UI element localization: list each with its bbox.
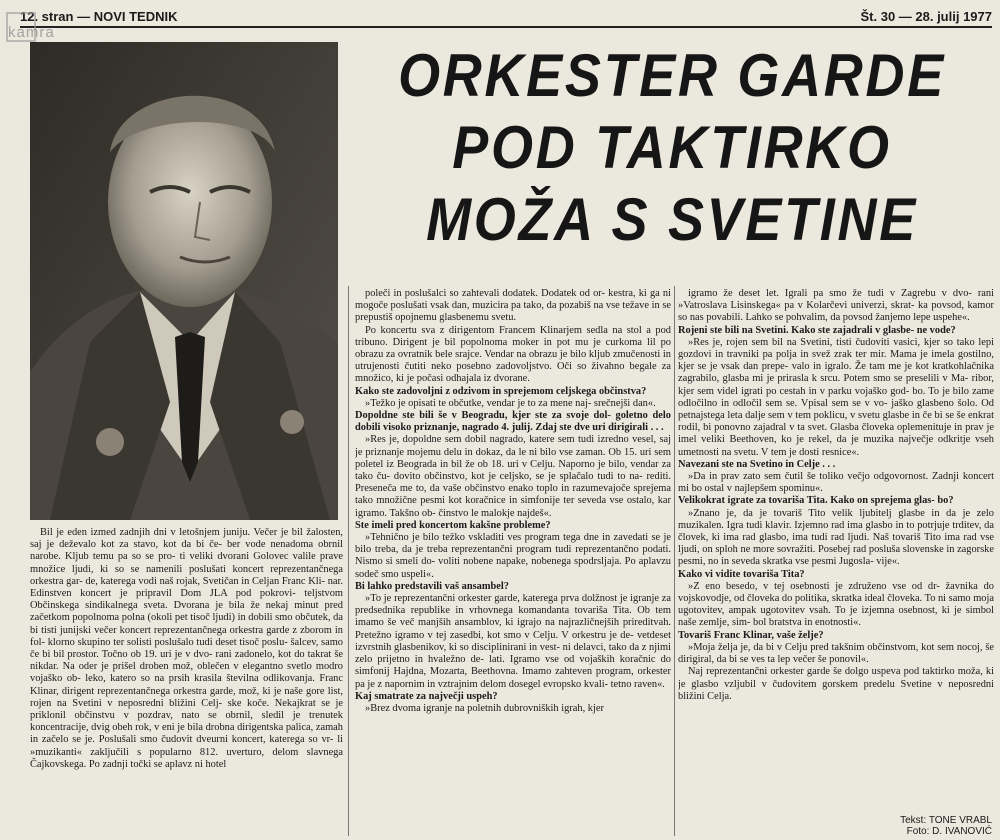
column-divider — [348, 286, 349, 836]
interview-question: Ste imeli pred koncertom kakšne probleme? — [355, 519, 551, 531]
article-paragraph: Bil je eden izmed zadnjih dni v letošnjem juniju. Večer je bil žalosten, saj je deževalo kot za stavo, kot da bi če- ber vode nenadoma obrnil narobe. Kljub temu pa so se pro- ti veliki dvorani Golovec valile prave množice ljudi, ki so se namenili poslušati koncert reprezentančnega orkestra gar- de, katerega vodi naš rojak, Svetičan in Celjan Franc Kli- nar. Edinstven koncert je pripravil Dom JLA pod pokrovi- teljstvom Občinskega sindikalnega sveta. Dvorana je bila že nekaj minut pred začetkom popolnoma polna (okoli pet tisoč ljudi) in dobili smo občutek, da bi tisti junijski večer koncert reprezentančnega orkestra garde z zborom in fol- klorno skupino ter solisti poslušalo tudi deset tisoč poslu- šalcev, samo če bi bil prostor. Točno ob 19. uri je v dvo- rani zadonelo, kot do takrat še nikdar. Na oder je prišel droben mož, oblečen v elegantno svetlo modro vojaško ob- leko, katero so na prsih krasila številna odlikovanja. Franc Klinar, dirigent reprezentančnega orkestra garde, mož, ki je naše gore list, rojen na Svetini v neposredni bližini Celj- ske koče. Nekajkrat se je priklonil občinstvu v pozdrav, nato se obrnil, sledil je trenutek koncentracije, dvig obeh rok, v eni je bila drobna dirigentska palica, zamah in začelo se je. Poslušali smo čudovit dveurni koncert, katerega so vr- li »muzikanti« zaključili s popularno 812. uverturo, delom slavnega Čajkovskega. Po zadnji točki se aplavz ni hotel — [30, 527, 343, 770]
header-right: Št. 30 — 28. julij 1977 — [860, 8, 992, 24]
article-paragraph: »Težko je opisati te občutke, vendar je to za mene naj- srečnejši dan«. — [365, 397, 656, 409]
article-paragraph: »Tehnično je bilo težko vskladiti ves program tega dne in zavedati se je bilo treba, da je treba reprezentančni program tudi reprezentančno podati. Nismo si smeli do- voliti nobene napake, nobenega spodrsljaja. Po aplavzu sodeč smo uspeli«. — [355, 532, 671, 580]
article-paragraph: »Moja želja je, da bi v Celju pred takšnim občinstvom, kot sem nocoj, še dirigiral, da bi se ves ta lep večer še ponovil«. — [678, 641, 994, 666]
page-header — [20, 6, 992, 28]
article-paragraph: »Znano je, da je tovariš Tito velik ljubitelj glasbe in da je zelo muzikalen. Igra tudi klavir. Izjemno rad ima glasbo in to potrjuje trditev, da človek, ki ima rad glasbo, ima tudi rad ljudi. Naš tovariš Tito ima rad vse ljudi, on sploh ne more sovražiti. Posebej rad posluša slovenske in zagorske pesmi, no in seveda skratka vse pesmi Jugosla- vije«. — [678, 507, 994, 568]
conductor-photo — [30, 42, 338, 520]
interview-question: Kako vi vidite tovariša Tita? — [678, 568, 805, 580]
article-column-2 — [355, 288, 671, 840]
column-divider — [674, 286, 675, 836]
interview-question: Dopoldne ste bili še v Beogradu, kjer ste za svoje dol- goletno delo dobili visoko priznanje, nagrado 4. julij. Zdaj ste dve uri dirigirali . . . — [355, 410, 671, 434]
conductor-portrait — [30, 42, 338, 520]
photo-credit: Foto: D. IVANOVIĆ — [906, 826, 992, 837]
interview-question: Kako ste zadovoljni z odzivom in sprejemom celjskega občinstva? — [355, 385, 647, 397]
article-paragraph: Po koncertu sva z dirigentom Francem Klinarjem sedla na stol a pod tribuno. Dirigent je bil popolnoma moker in pot mu je curkoma lil po obrazu za ovratnik bele srajce. Vendar na obrazu je bilo kljub zmučenosti in utrujenosti čutiti neko posebno zadovoljstvo. Oči so živahno begale za množico, ki je počasi odhajala iz dvorane. — [355, 324, 671, 385]
article-paragraph: poleči in poslušalci so zahtevali dodatek. Dodatek od or- kestra, ki ga ni mogoče poslušati vsak dan, muzicira pa tako, da pozabiš na vse težave in se prepustiš opojnemu glasbenemu svetu. — [355, 288, 671, 324]
article-paragraph: »Res je, rojen sem bil na Svetini, tisti čudoviti vasici, kjer so tako lepi gozdovi in travniki pa polja in svež zrak ter mir. Mama je imela gostilno, kjer se je vsak dan prepe- valo in igralo. Že tam me je kot kratkohlačnika zagrabilo, glasba mi je prirasla k srcu. Potem smo se preselili v Ma- ribor, kjer sem videl igrati po cestah in v parku vojaško god- bo. To je bilo zame odločilno in odločil sem se. Vpisal sem se v vo- jaško glasbeno šolo. Od petnajstega leta dalje sem v tem poklicu, v svetu glasbe in če bi se še enkrat rodil, bi ponovno zajadral v ta svet. Glasba človeka oplemenituje in prav je imel veliki Beethoven, ko je rekel, da je muzika največje odkritje vseh umetnosti na svetu. V tem je dosti resnice«. — [678, 336, 994, 458]
interview-question: Rojeni ste bili na Svetini. Kako ste zajadrali v glasbe- ne vode? — [678, 324, 956, 336]
headline-line-2: POD TAKTIRKO — [452, 114, 892, 181]
article-paragraph: Naj reprezentančni orkester garde še dolgo uspeva pod taktirko moža, ki je glasbo vzljubil v čudovitem gorskem predelu Svetine v neposredni bližini Celja. — [678, 666, 994, 702]
interview-question: Bi lahko predstavili vaš ansambel? — [355, 580, 509, 592]
header-left: 12. stran — NOVI TEDNIK — [20, 8, 178, 24]
article-paragraph: »Da in prav zato sem čutil še toliko večjo odgovornost. Zadnji koncert mi bo ostal v najlepšem spominu«. — [678, 471, 994, 495]
headline-line-1: ORKESTER GARDE — [398, 42, 946, 109]
headline — [384, 40, 960, 295]
headline-line-3: MOŽA S SVETINE — [426, 186, 918, 253]
watermark: kamra — [8, 24, 55, 41]
article-paragraph: »To je reprezentančni orkester garde, katerega prva dolžnost je igranje za predsednika republike in vrhovnega komandanta tovariša Tita. Ob tem imamo še več manjših ansamblov, ki igrajo na najrazličnejših prireditvah. Pretežno igramo v tej zasedbi, kot smo v Celju. V orkestru je de- vetdeset izvrstnih glasbenikov, ki so disciplinirani in vest- ni delavci, tako da z njimi zelo prijetno in hvaležno de- lati. Igramo vse od vojaških koračnic do simfonij Hajdna, Mozarta, Beethovna. Imamo zahteven program, orkester pa je z napornim in vztrajnim delom dosegel evropsko kvali- tetno raven«. — [355, 593, 671, 690]
article-paragraph: »Z eno besedo, v tej osebnosti je združeno vse od dr- žavnika do vojskovodje, od človeka do politika, skratka ideal človeka. To ni samo moja ugotovitev, ampak ugotovitev vsah. To je izjemna osebnost, ki je simbol naše zemlje, sim- bol bratstva in enotnosti«. — [678, 580, 994, 629]
article-column-1 — [30, 527, 343, 840]
text-credit: Tekst: TONE VRABL — [900, 815, 992, 826]
article-paragraph: »Res je, dopoldne sem dobil nagrado, katere sem tudi izredno vesel, saj je priznanje mojemu delu in dokaz, da le ni bilo vse zaman. Ob 15. uri sem poletel iz Beograda in bil že ob 18. uri v Celju. Naporno je bilo, vendar za tako ču- dovito občinstvo, kot je celjsko, se je splačalo tudi to na- rediti. Preseneča me to, da vaše občinstvo enako toplo in razumevajoče sprejema tako množične pesmi kot koračnice in simfonije ter seveda vse ostalo, kar igramo. Takšno ob- činstvo le malokje najdeš«. — [355, 434, 671, 519]
article-paragraph: »Brez dvoma igranje na poletnih dubrovniških igrah, kjer — [365, 702, 604, 714]
interview-question: Tovariš Franc Klinar, vaše želje? — [678, 629, 824, 641]
interview-question: Velikokrat igrate za tovariša Tita. Kako on sprejema glas- bo? — [678, 495, 954, 507]
interview-question: Kaj smatrate za največji uspeh? — [355, 690, 498, 702]
article-paragraph: igramo že deset let. Igrali pa smo že tudi v Zagrebu v dvo- rani »Vatroslava Lisinskega« pa v Kolarčevi univerzi, skrat- ka povsod, kamor so nas povabili. Lahko se pohvalim, da povsod žanjemo lepe uspehe«. — [678, 288, 994, 324]
credits — [900, 815, 992, 837]
interview-question: Navezani ste na Svetino in Celje . . . — [678, 458, 836, 470]
article-column-3 — [678, 288, 994, 840]
